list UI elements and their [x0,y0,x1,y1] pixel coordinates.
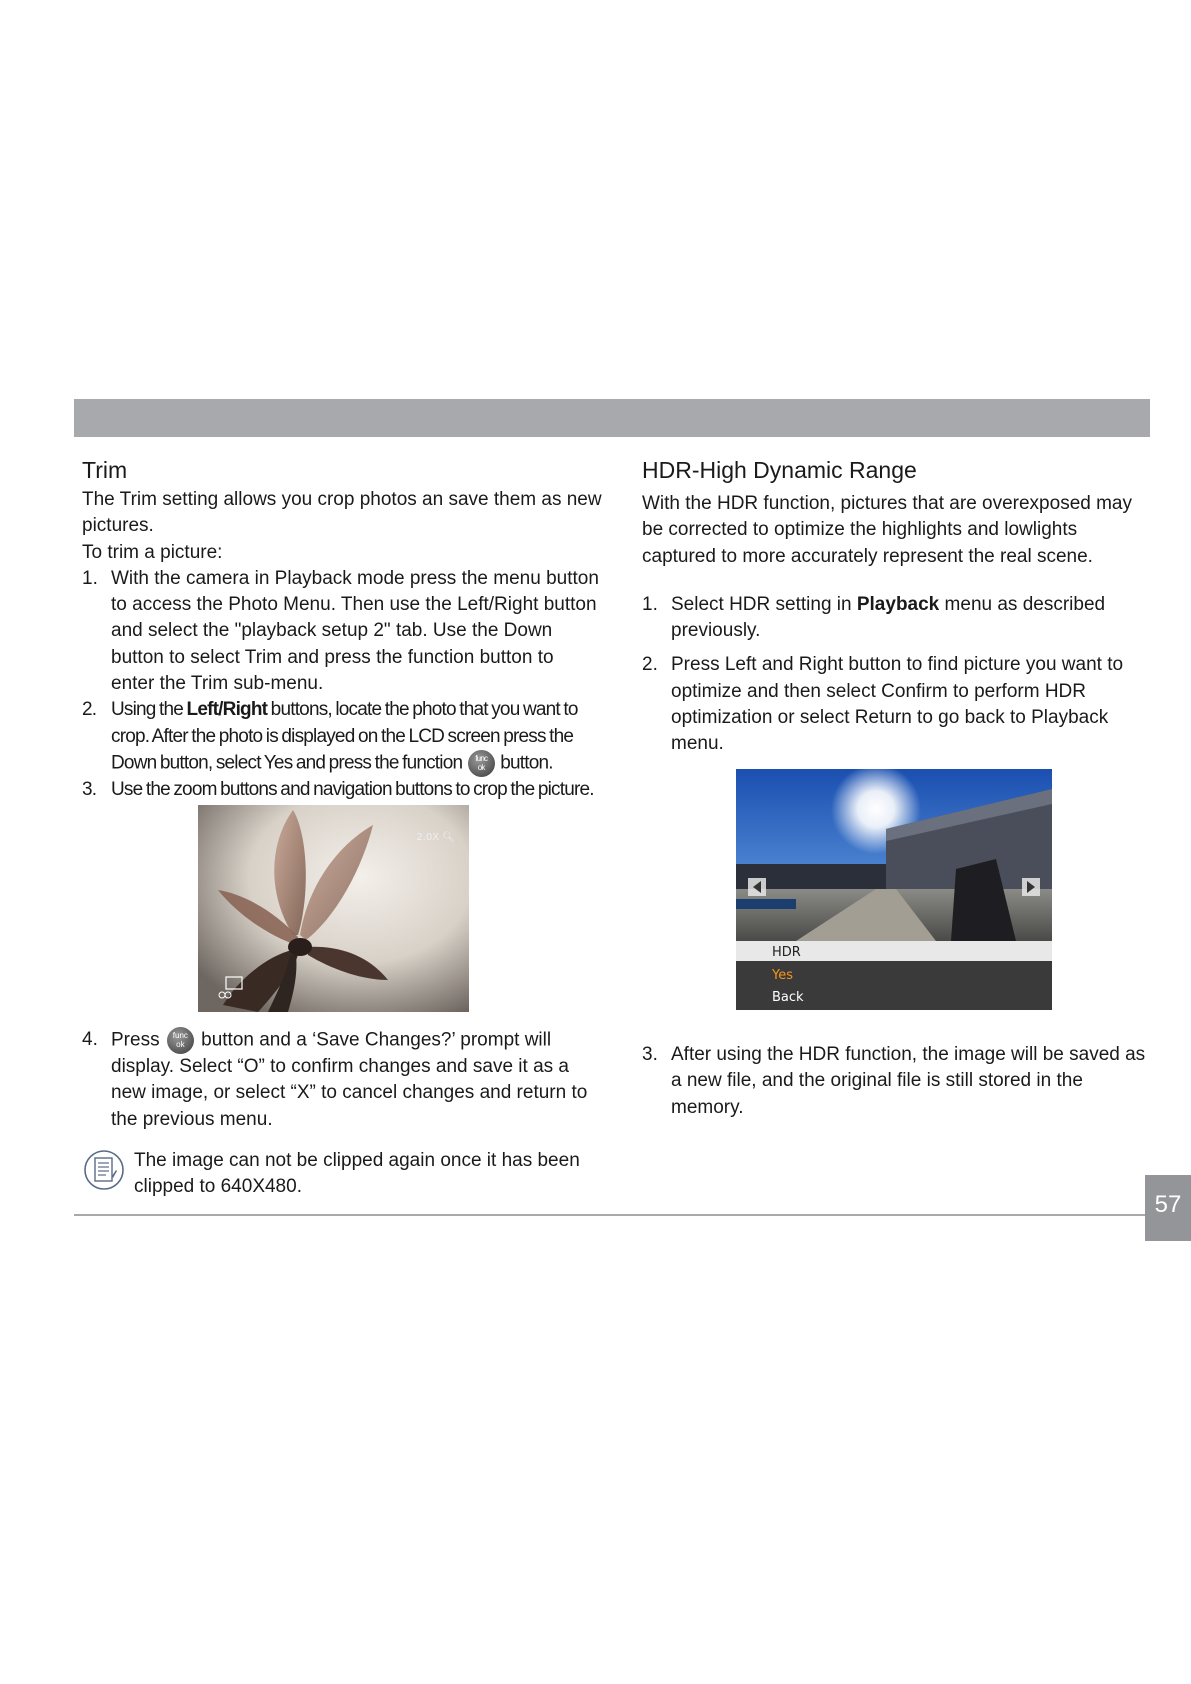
note-icon [84,1148,124,1192]
svg-text:HDR: HDR [772,945,801,960]
hdr-intro: With the HDR function, pictures that are overexposed may be corrected to optimize the highlights and lowlights captured to more accurately represent the real scene. [642,493,1133,567]
trim-sample-photo [198,805,469,1012]
header-bar [74,399,1150,437]
trim-intro: The Trim setting allows you crop photos an save them as new pictures. [82,489,602,537]
trim-step-4: 4. Press func ok button and a ‘Save Changes?’ prompt will display. Select “O” to confirm changes and save it as a new image, or select “X” to cancel changes and return to the previous menu. [82,1029,588,1130]
hdr-section [642,455,1152,758]
func-ok-icon: func ok [468,750,495,777]
hdr-step-3-block [642,1042,1152,1121]
trim-step-4-block [82,1027,602,1133]
zoom-indicator: 2.0X 🔍︎ [416,832,455,843]
pier-image [736,769,1052,1010]
trim-title: Trim [82,457,128,483]
magnifier-icon: 🔍︎ [442,832,455,843]
page-number: 57 [1145,1175,1191,1241]
hdr-step-3: 3. After using the HDR function, the image will be saved as a new file, and the original file is still stored in the memory. [642,1044,1146,1118]
footer-rule [74,1214,1150,1216]
svg-text:Back: Back [772,990,804,1005]
trim-lead: To trim a picture: [82,541,223,563]
trim-step-1: 1. With the camera in Playback mode press the menu button to access the Photo Menu. Then use the Left/Right button and select the "playback setup 2" tab. Use the Down button to select Trim and press the function button to enter the Trim sub-menu. [82,567,599,695]
trim-note: The image can not be clipped again once it has been clipped to 640X480. [134,1150,580,1198]
hdr-title: HDR-High Dynamic Range [642,457,917,483]
hdr-camera-screen [736,769,1052,1010]
svg-text:Yes: Yes [772,968,793,983]
trim-step-2: 2. Using the Left/Right buttons, locate the photo that you want to crop. After the photo is displayed on the LCD screen press the Down button, select Yes and press the function func ok button. [82,697,602,777]
trim-step-3: 3. Use the zoom buttons and navigation buttons to crop the picture. [82,778,594,800]
func-ok-icon: func ok [167,1027,194,1054]
trim-section [82,455,602,803]
hdr-step-1: 1. Select HDR setting in Playback menu as described previously. [642,593,1106,642]
hdr-step-2: 2. Press Left and Right button to find picture you want to optimize and then select Confirm to perform HDR optimization or select Return to go back to Playback menu. [642,654,1124,755]
